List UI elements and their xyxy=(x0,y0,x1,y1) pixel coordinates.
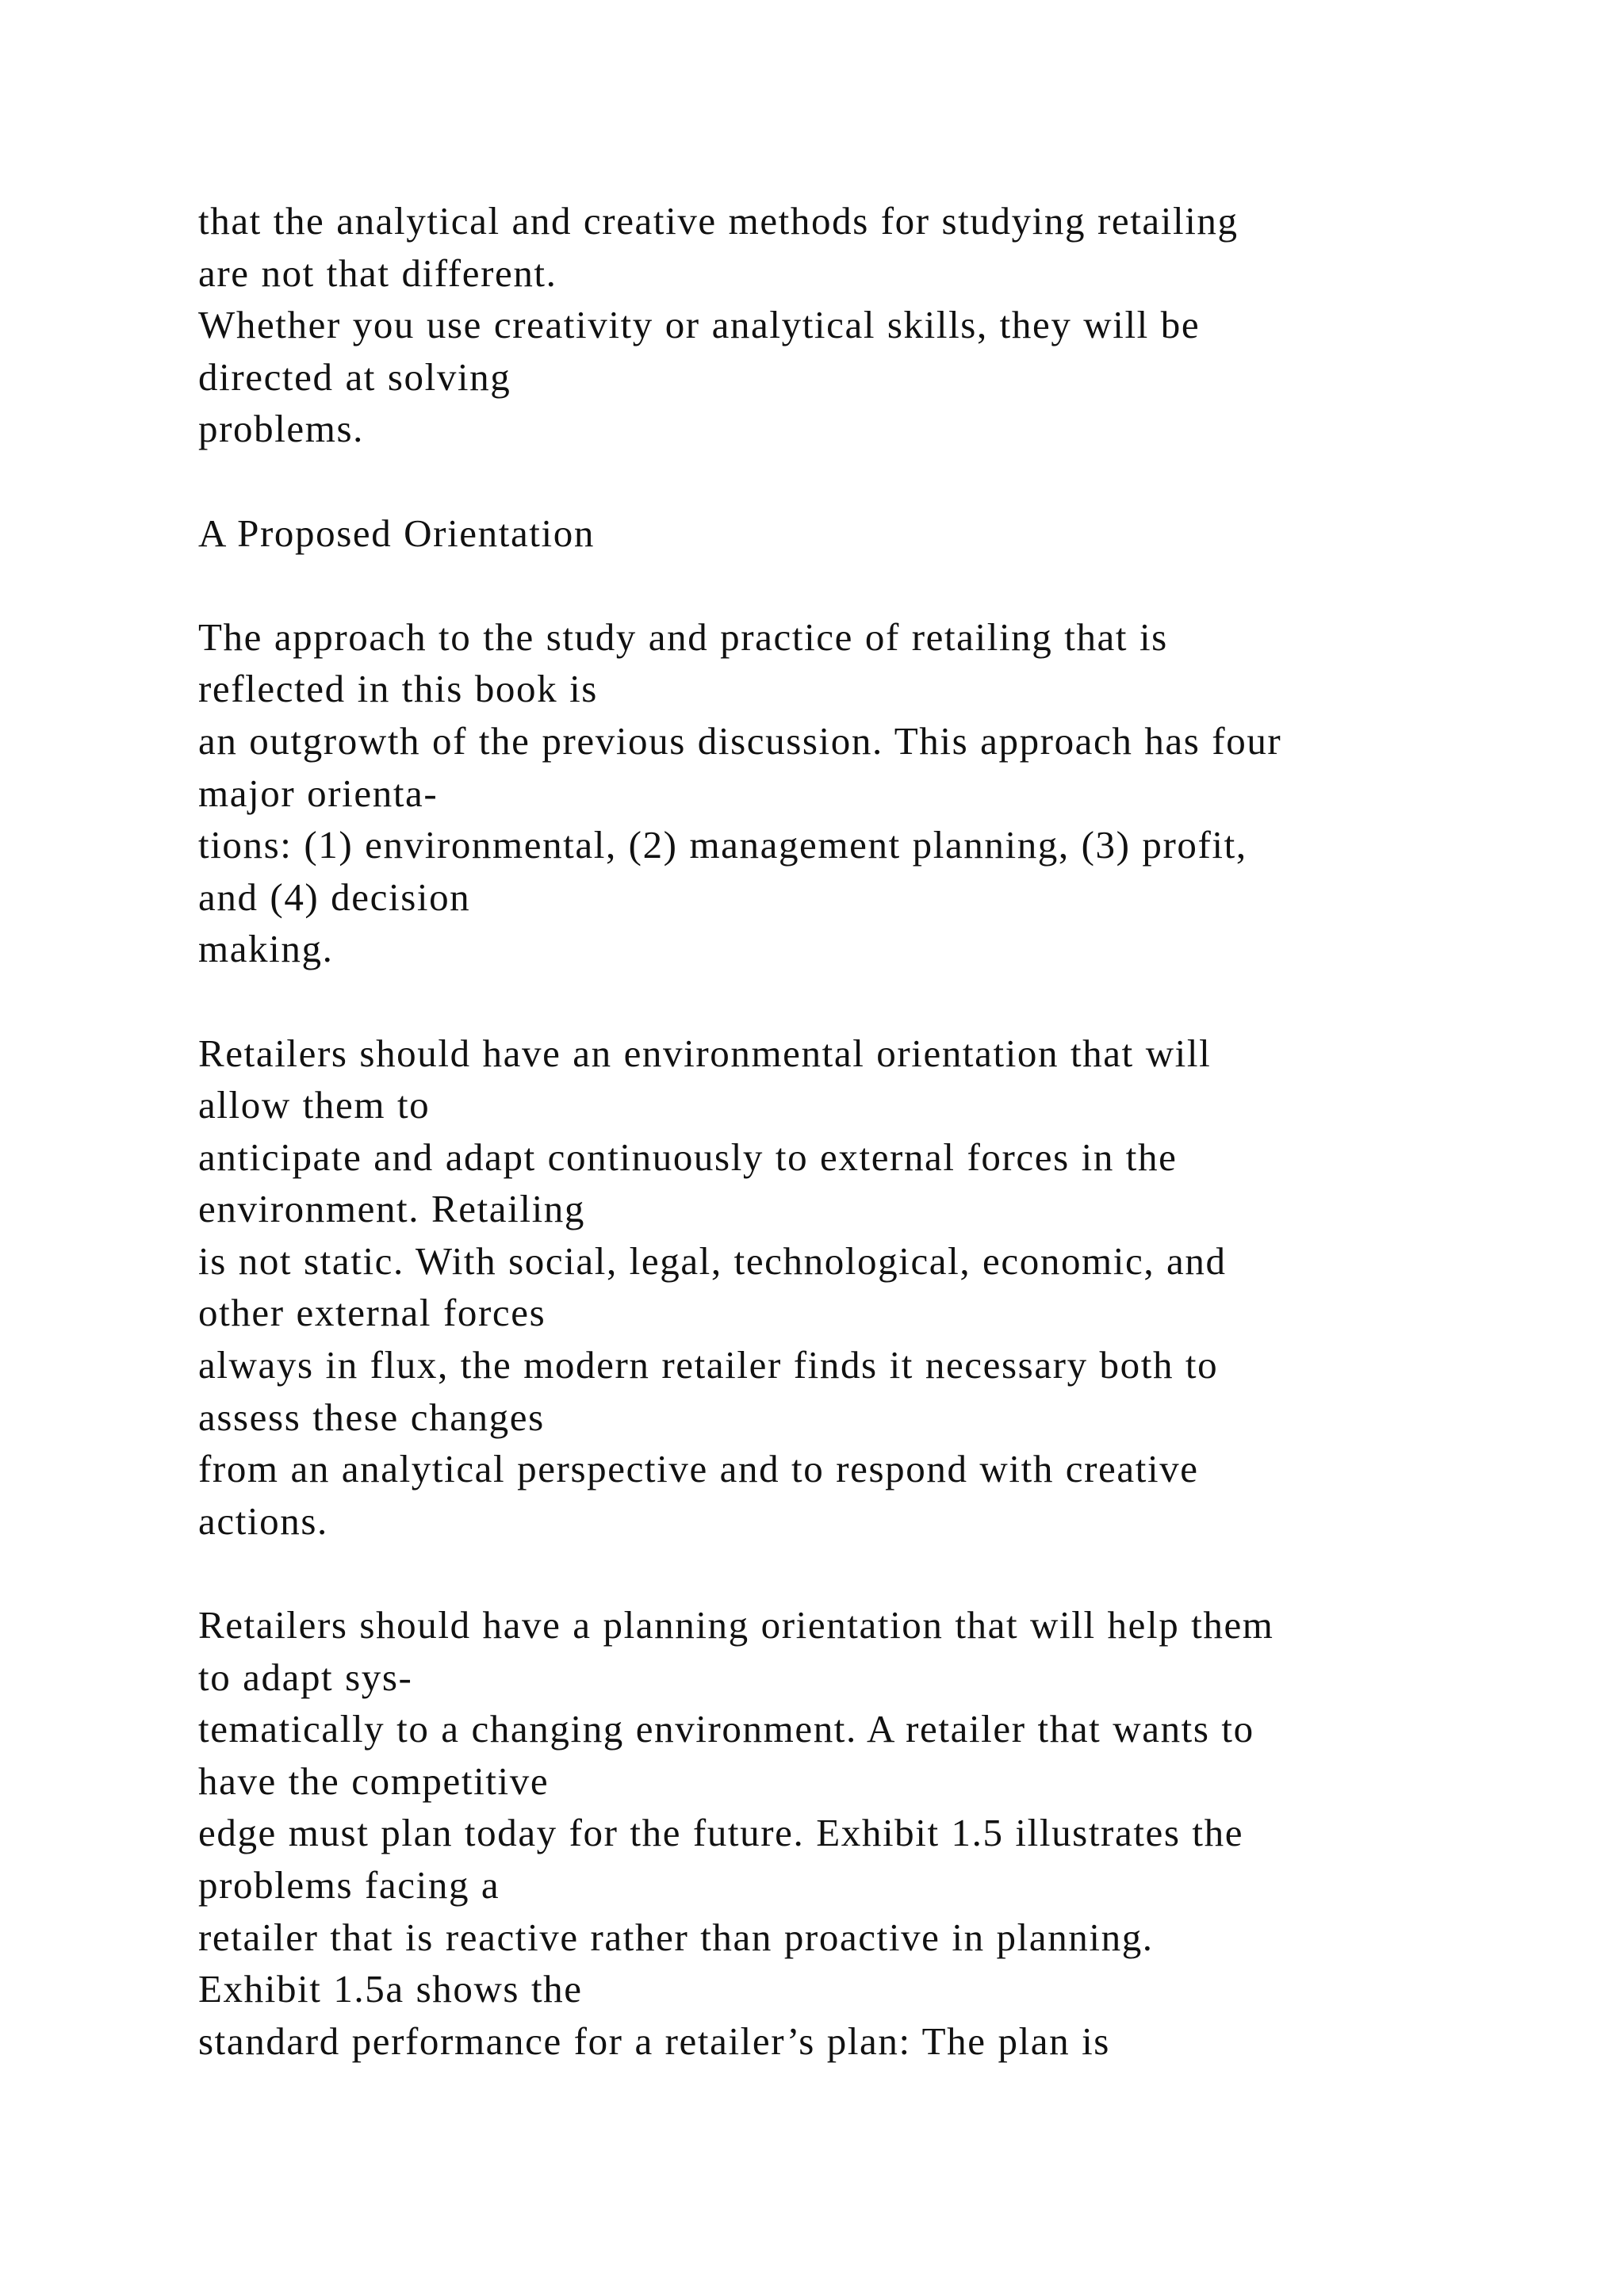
text-line: tions: (1) environmental, (2) management planning, (3) profit, xyxy=(198,823,1247,867)
text-line: The approach to the study and practice of retailing that is xyxy=(198,614,1168,659)
text-line: an outgrowth of the previous discussion. This approach has four xyxy=(198,718,1282,763)
text-line: Exhibit 1.5a shows the xyxy=(198,1967,583,2011)
text-line: other external forces xyxy=(198,1291,546,1335)
blank-line xyxy=(198,559,1562,611)
text-line: and (4) decision xyxy=(198,874,471,919)
blank-line xyxy=(198,1547,1562,1599)
blank-line xyxy=(198,975,1562,1027)
text-line: anticipate and adapt continuously to external forces in the xyxy=(198,1135,1178,1179)
text-line: always in flux, the modern retailer finds it necessary both to xyxy=(198,1343,1219,1387)
text-line: Whether you use creativity or analytical skills, they will be xyxy=(198,303,1201,347)
blank-line xyxy=(198,455,1562,507)
text-line: Retailers should have an environmental orientation that will xyxy=(198,1031,1212,1075)
text-line: have the competitive xyxy=(198,1758,550,1803)
text-line: assess these changes xyxy=(198,1395,545,1439)
text-line: actions. xyxy=(198,1498,328,1543)
text-line: that the analytical and creative methods for studying retailing xyxy=(198,199,1239,243)
text-line: are not that different. xyxy=(198,251,557,295)
text-line: edge must plan today for the future. Exhibit 1.5 illustrates the xyxy=(198,1811,1244,1855)
text-line: problems facing a xyxy=(198,1863,500,1907)
text-line: environment. Retailing xyxy=(198,1187,585,1231)
text-line: making. xyxy=(198,927,334,971)
text-line: directed at solving xyxy=(198,354,511,399)
section-heading: A Proposed Orientation xyxy=(198,511,595,555)
text-line: allow them to xyxy=(198,1083,431,1127)
text-line: retailer that is reactive rather than proactive in planning. xyxy=(198,1915,1154,1959)
text-line: problems. xyxy=(198,407,365,451)
text-line: standard performance for a retailer’s plan: The plan is xyxy=(198,2019,1110,2063)
text-line: Retailers should have a planning orientation that will help them xyxy=(198,1603,1274,1647)
text-line: reflected in this book is xyxy=(198,667,598,711)
text-line: is not static. With social, legal, technological, economic, and xyxy=(198,1238,1227,1283)
text-line: tematically to a changing environment. A retailer that wants to xyxy=(198,1707,1254,1751)
text-line: major orienta- xyxy=(198,771,439,815)
body-text xyxy=(198,195,1562,2067)
text-line: from an analytical perspective and to respond with creative xyxy=(198,1447,1199,1491)
text-line: to adapt sys- xyxy=(198,1655,413,1699)
